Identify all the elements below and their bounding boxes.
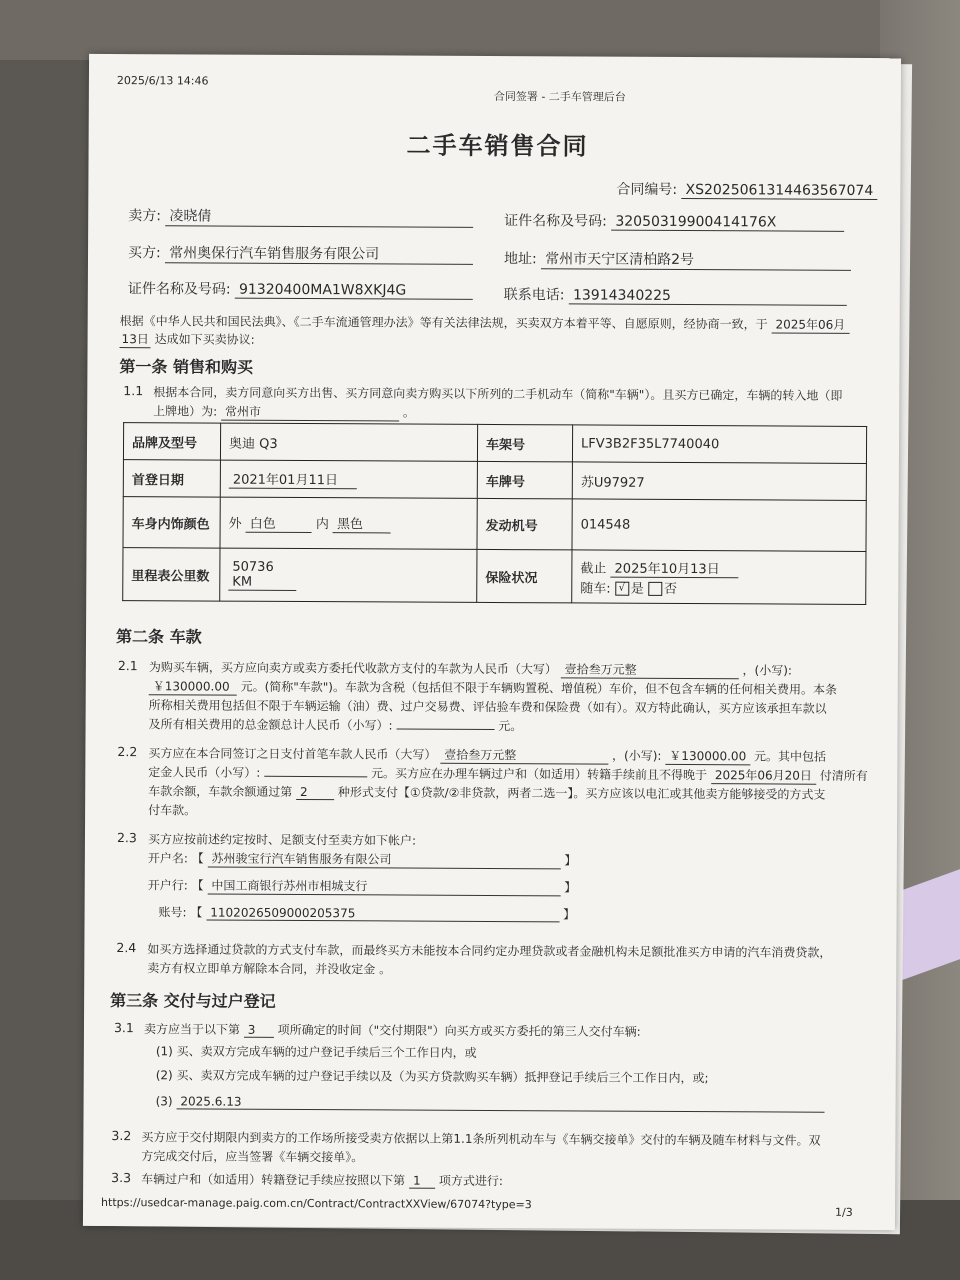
seller-id-field xyxy=(504,210,844,232)
insurance-until-value: 2025年10月13日 xyxy=(610,557,738,578)
bracket-right: 】 xyxy=(563,907,576,922)
preamble-text: 根据《中华人民共和国民法典》、《二手车流通管理办法》等有关法律法规，买卖双方本着平等、自愿原则，经协商一致，于 xyxy=(119,314,768,332)
clause-2-2-line2 xyxy=(148,763,868,785)
mileage-label: 里程表公里数 xyxy=(123,548,220,602)
clause-2-4-number: 2.4 xyxy=(116,940,137,956)
photo-background-top xyxy=(0,0,960,60)
buyer-id: 91320400MA1W8XKJ4G xyxy=(235,282,473,300)
bank-name: 中国工商银行苏州市相城支行 xyxy=(207,877,560,897)
address: 常州市天宁区清柏路2号 xyxy=(541,248,851,271)
contract-number-field xyxy=(616,179,877,200)
clause-1-1-number: 1.1 xyxy=(123,383,144,399)
payment-method: 2 xyxy=(296,785,334,800)
clause-2-1-text-b: 元。(简称"车款")。车款为含税（包括但不限于车辆购置税、增值税）车价，但不包含车辆的任何相关费用。本条 xyxy=(240,679,838,697)
color-cell xyxy=(220,497,477,549)
clause-2-4-line1: 如买方选择通过贷款的方式支付车款，而最终买方未能按本合同约定办理贷款或者金融机构未足额批准买方申请的汽车消费贷款， xyxy=(147,942,832,960)
clause-3-2-line2: 方完成交付后，应当签署《车辆交接单》。 xyxy=(141,1149,364,1165)
total-amount-blank xyxy=(396,729,494,731)
insurance-until-label: 截止 xyxy=(580,560,607,577)
print-timestamp: 2025/6/13 14:46 xyxy=(116,74,209,88)
delivery-item: 3 xyxy=(244,1023,274,1038)
clause-2-3-text: 买方应按前述约定按时、足额支付至卖方如下帐户: xyxy=(147,832,417,848)
account-name-row xyxy=(148,849,577,869)
delivery-option-1: (1) 买、卖双方完成车辆的过户登记手续后三个工作日内，或 xyxy=(155,1044,477,1060)
deposit-label: 定金人民币（小写）: xyxy=(148,765,261,780)
contract-page xyxy=(83,54,901,1230)
exterior-color: 白色 xyxy=(246,513,312,533)
address-field xyxy=(504,248,851,271)
clause-2-1-text-d: 及所有相关费用的总金额总计人民币（小写）: xyxy=(148,717,393,733)
clause-2-1-end: 元。 xyxy=(498,719,523,734)
article2-heading: 第二条 车款 xyxy=(115,627,202,647)
bank-row xyxy=(148,876,577,896)
first-payment-upper: 壹拾叁万元整 xyxy=(440,746,608,765)
brand-value: 奥迪 Q3 xyxy=(220,423,477,461)
brand-label: 品牌及型号 xyxy=(123,423,220,461)
buyer-name: 常州奥保行汽车销售服务有限公司 xyxy=(165,242,473,265)
clause-3-3-number: 3.3 xyxy=(111,1170,132,1186)
registration-city: 常州市 xyxy=(221,403,399,422)
bracket-left: 【 xyxy=(190,905,203,920)
clause-3-1-text-b: 项所确定的时间（"交付期限"）向买方或买方委托的第三人交付车辆: xyxy=(277,1022,641,1039)
first-payment-small-label: ，(小写): xyxy=(612,748,662,763)
account-number-row xyxy=(159,903,576,922)
reg-date-label: 首登日期 xyxy=(123,460,220,498)
preamble-line2 xyxy=(120,330,255,349)
clause-2-1-line2 xyxy=(149,677,837,699)
print-page-number: 1/3 xyxy=(834,1205,853,1219)
int-prefix: 内 xyxy=(315,517,329,533)
seller-id: 32050319900414176X xyxy=(611,214,844,232)
bracket-left: 【 xyxy=(191,878,204,893)
seller-label: 卖方: xyxy=(128,208,161,225)
clause-2-2-number: 2.2 xyxy=(117,744,138,760)
clause-3-3-text-a: 车辆过户和（如适用）转籍登记手续应按照以下第 xyxy=(141,1172,406,1188)
clause-2-1-line1 xyxy=(149,658,792,679)
insurance-with-label: 随车: xyxy=(580,580,611,597)
clause-2-1-line4 xyxy=(149,715,523,734)
bracket-left: 【 xyxy=(191,851,204,866)
seller-name: 凌晓倩 xyxy=(165,205,473,228)
clause-3-1-text-a: 卖方应当于以下第 xyxy=(143,1022,241,1037)
vin-value: LFV3B2F35L7740040 xyxy=(572,425,866,464)
clause-3-3-text-b: 项方式进行: xyxy=(438,1173,503,1189)
account-number-label: 账号: xyxy=(158,905,187,920)
reg-date-value: 2021年01月11日 xyxy=(229,469,357,490)
insurance-with-car xyxy=(580,577,857,597)
clause-2-1-text-a: 为购买车辆，买方应向卖方或卖方委托代收款方支付的车款为人民币（大写） xyxy=(148,660,557,677)
clause-2-4-line2: 卖方有权立即单方解除本合同，并没收定金 。 xyxy=(147,961,392,977)
buyer-id-label: 证件名称及号码: xyxy=(127,281,231,298)
ext-prefix: 外 xyxy=(228,516,242,532)
clause-2-2-text-a: 买方应在本合同签订之日支付首笔车款人民币（大写） xyxy=(148,746,437,762)
contract-number: XS2025061314463567074 xyxy=(681,182,877,200)
color-label: 车身内饰颜色 xyxy=(123,497,220,549)
vin-label: 车架号 xyxy=(477,424,572,461)
clause-1-1-line2 xyxy=(153,402,415,421)
no-checkbox xyxy=(648,582,662,596)
clause-2-2-text-c2: 种形式支付【①贷款/②非贷款，两者二选一】。买方应该以电汇或其他卖方能够接受的方式支 xyxy=(337,785,826,802)
engine-value: 014548 xyxy=(572,499,866,552)
clause-2-2-line3 xyxy=(148,782,825,803)
clause-3-1-line1 xyxy=(144,1020,641,1040)
plate-label: 车牌号 xyxy=(477,461,572,498)
no-label: 否 xyxy=(663,581,678,597)
table-row xyxy=(123,460,866,501)
mileage-cell xyxy=(220,548,477,602)
clause-3-3-line1 xyxy=(141,1170,503,1189)
phone-field xyxy=(504,284,847,306)
bracket-right: 】 xyxy=(564,853,577,868)
table-row xyxy=(123,423,866,464)
clause-3-2-line1: 买方应于交付期限内到卖方的工作场所接受卖方依据以上第1.1条所列机动车与《车辆交接单》交付的车辆及随车材料与文件。双 xyxy=(141,1130,821,1148)
phone: 13914340225 xyxy=(569,287,847,305)
bank-label: 开户行: xyxy=(147,878,188,893)
preamble-date-b: 13日 xyxy=(120,330,151,348)
interior-color: 黑色 xyxy=(333,513,391,533)
clause-2-2-text-b: 元。买方应在办理车辆过户和（如适用）转籍手续前且不得晚于 xyxy=(370,766,708,783)
account-name-label: 开户名: xyxy=(147,851,188,866)
buyer-id-field xyxy=(128,278,473,300)
delivery-option-2: (2) 买、卖双方完成车辆的过户登记手续以及（为买方贷款购买车辆）抵押登记手续后三个工作日内，或; xyxy=(155,1068,709,1086)
article3-heading: 第三条 交付与过户登记 xyxy=(110,991,276,1011)
clause-1-1-line1: 根据本合同，卖方同意向买方出售、买方同意向卖方购买以下所列的二手机动车（简称"车辆"）。且买方已确定，车辆的转入地（即 xyxy=(153,385,843,403)
clause-2-2-text-a-end: 元。其中包括 xyxy=(754,749,827,764)
price-upper: 壹拾叁万元整 xyxy=(561,660,739,679)
transfer-item: 1 xyxy=(409,1174,435,1189)
clause-2-2-line1 xyxy=(148,744,826,766)
bracket-right: 】 xyxy=(564,880,577,895)
reg-date-cell xyxy=(220,460,477,498)
account-name: 苏州骏宝行汽车销售服务有限公司 xyxy=(208,850,561,870)
preamble-text-end: 达成如下买卖协议: xyxy=(154,332,255,347)
print-page-title: 合同签署 - 二手车管理后台 xyxy=(493,90,626,104)
seller-field xyxy=(128,205,473,228)
print-url: https://usedcar-manage.paig.com.cn/Contract/ContractXXView/67074?type=3 xyxy=(101,1195,532,1212)
seller-id-label: 证件名称及号码: xyxy=(504,213,607,230)
delivery-option-3-date: 2025.6.13 xyxy=(176,1094,824,1112)
delivery-option-3-label: (3) xyxy=(155,1094,173,1109)
engine-label: 发动机号 xyxy=(477,498,572,549)
price-small: ￥130000.00 xyxy=(149,677,237,695)
yes-checkbox: √ xyxy=(615,582,629,596)
clause-3-2-number: 3.2 xyxy=(111,1128,132,1144)
clause-3-1-number: 3.1 xyxy=(113,1020,134,1036)
insurance-until xyxy=(580,557,857,578)
clause-2-2-text-c: 车款余额，车款余额通过第 xyxy=(148,784,293,799)
buyer-field xyxy=(128,242,473,265)
clause-1-1-text: 上牌地）为: xyxy=(153,404,218,419)
insurance-label: 保险状况 xyxy=(477,549,572,602)
mileage-value: 50736 KM xyxy=(228,559,296,590)
address-label: 地址: xyxy=(503,251,537,268)
contract-number-label: 合同编号: xyxy=(616,181,678,198)
clause-2-1-number: 2.1 xyxy=(117,658,138,674)
phone-label: 联系电话: xyxy=(503,287,565,304)
contract-title: 二手车销售合同 xyxy=(406,131,589,161)
clause-2-2-text-b-end: 付清所有 xyxy=(819,768,868,783)
clause-2-1-line3: 所称相关费用包括但不限于车辆运输（油）费、过户交易费、评估验车费和保险费（如有）。双方特此确认，买方应该承担车款以 xyxy=(148,698,827,716)
preamble-date-a: 2025年06月 xyxy=(771,315,849,333)
yes-label: 是 xyxy=(630,581,644,597)
first-payment-small: ￥130000.00 xyxy=(665,747,750,765)
article1-heading: 第一条 销售和购买 xyxy=(119,357,254,377)
deposit-blank xyxy=(264,776,367,778)
plate-value: 苏U97927 xyxy=(572,462,866,501)
table-row xyxy=(123,548,866,605)
clause-1-1-end: 。 xyxy=(402,405,415,420)
buyer-label: 买方: xyxy=(127,245,161,262)
account-number: 1102026509000205375 xyxy=(206,906,559,923)
delivery-option-3 xyxy=(156,1094,825,1113)
clause-2-3-number: 2.3 xyxy=(116,830,137,846)
price-small-label: ，(小写): xyxy=(742,663,792,678)
insurance-cell xyxy=(572,550,866,605)
vehicle-table xyxy=(122,422,867,605)
table-row xyxy=(123,497,866,552)
payment-deadline: 2025年06月20日 xyxy=(711,766,816,785)
clause-2-2-line4: 付车款。 xyxy=(148,803,197,818)
